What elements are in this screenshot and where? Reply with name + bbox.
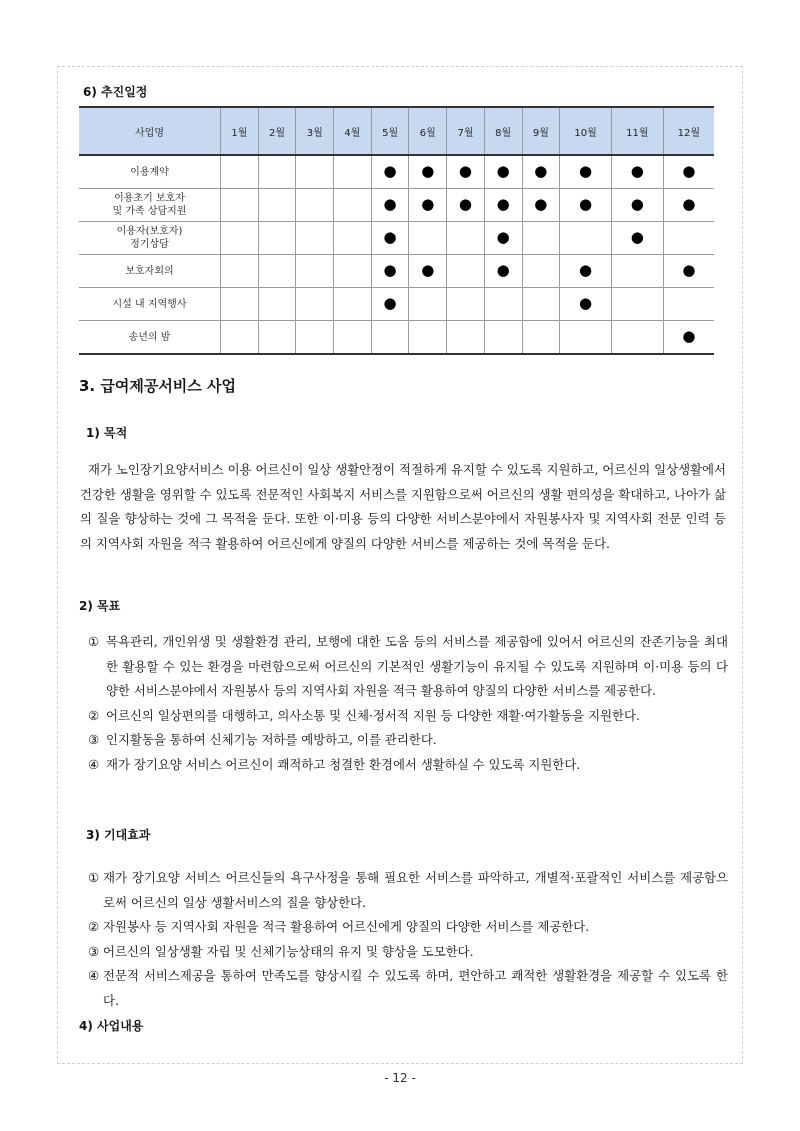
month-cell (611, 189, 663, 222)
month-cell (611, 321, 663, 355)
month-cell (296, 155, 334, 189)
item-text: 어르신의 일상편의를 대행하고, 의사소통 및 신체·정서적 지원 등 다양한 재활·여가활동을 지원한다. (106, 707, 640, 723)
month-header: 2월 (258, 107, 296, 155)
month-cell (484, 321, 522, 355)
month-header: 6월 (409, 107, 447, 155)
list-item (88, 728, 728, 753)
month-header: 11월 (611, 107, 663, 155)
month-cell (484, 155, 522, 189)
month-header: 7월 (447, 107, 485, 155)
month-cell (447, 189, 485, 222)
schedule-mark: ● (682, 326, 696, 345)
month-header: 5월 (371, 107, 409, 155)
schedule-mark: ● (630, 161, 644, 180)
item-number: ② (88, 919, 100, 934)
month-cell (663, 222, 714, 255)
month-cell (522, 189, 560, 222)
month-cell (334, 321, 372, 355)
schedule-row (79, 189, 714, 222)
month-cell (258, 288, 296, 321)
month-header: 9월 (522, 107, 560, 155)
list-item (88, 940, 728, 965)
schedule-mark: ● (579, 194, 593, 213)
month-cell (296, 321, 334, 355)
month-cell (522, 321, 560, 355)
month-cell (258, 255, 296, 288)
month-cell (371, 288, 409, 321)
program-name-line: 이용초기 보호자 (114, 193, 185, 204)
month-cell (334, 155, 372, 189)
schedule-mark: ● (383, 161, 397, 180)
month-cell (296, 288, 334, 321)
list-item (88, 630, 728, 704)
program-name-line: 시설 내 지역행사 (112, 298, 187, 310)
month-cell (484, 222, 522, 255)
month-header: 12월 (663, 107, 714, 155)
month-cell (663, 255, 714, 288)
month-cell (296, 222, 334, 255)
program-name-cell (79, 222, 221, 255)
month-cell (522, 222, 560, 255)
schedule-mark: ● (682, 194, 696, 213)
month-cell (447, 321, 485, 355)
program-name-line: 정기상담 (130, 239, 169, 250)
program-name-line: 송년의 밤 (128, 331, 171, 343)
schedule-mark: ● (458, 194, 473, 213)
month-cell (663, 189, 714, 222)
schedule-mark: ● (682, 161, 696, 180)
content-title: 4) 사업내용 (79, 1019, 144, 1033)
item-number: ④ (88, 756, 100, 772)
item-text: 재가 장기요양 서비스 어르신들의 욕구사정을 통해 필요한 서비스를 파악하고, 개별적·포괄적인 서비스를 제공함으로써 어르신의 일상 생활서비스의 질을 향상한다. (103, 870, 728, 910)
month-cell (371, 321, 409, 355)
schedule-mark: ● (496, 161, 510, 180)
item-number: ③ (88, 943, 100, 959)
month-cell (560, 321, 612, 355)
schedule-mark: ● (496, 194, 510, 213)
program-name-line: 및 가족 상담지원 (112, 206, 187, 217)
month-cell (522, 255, 560, 288)
schedule-table (79, 106, 714, 355)
month-cell (258, 189, 296, 222)
schedule-mark: ● (534, 161, 548, 180)
month-cell (221, 321, 259, 355)
month-cell (560, 222, 612, 255)
schedule-mark: ● (421, 260, 435, 279)
schedule-mark: ● (383, 194, 397, 213)
schedule-row (79, 321, 714, 355)
month-cell (484, 255, 522, 288)
list-item (88, 866, 728, 915)
month-cell (663, 321, 714, 355)
list-item (88, 753, 728, 778)
item-text: 전문적 서비스제공을 통하여 만족도를 향상시킬 수 있도록 하며, 편안하고 쾌적한 생활환경을 제공할 수 있도록 한다. (103, 968, 728, 1008)
schedule-mark: ● (496, 260, 510, 279)
month-cell (221, 189, 259, 222)
effects-list (88, 866, 728, 1013)
list-item (88, 704, 728, 729)
month-header: 1월 (221, 107, 259, 155)
schedule-mark: ● (534, 194, 548, 213)
month-cell (409, 288, 447, 321)
program-name-line: 이용계약 (130, 166, 169, 178)
month-header: 10월 (560, 107, 612, 155)
program-name-cell (79, 189, 221, 222)
month-cell (663, 155, 714, 189)
schedule-mark: ● (630, 194, 644, 213)
schedule-mark: ● (496, 227, 510, 246)
goals-list (88, 630, 728, 777)
month-cell (221, 155, 259, 189)
schedule-mark: ● (579, 260, 593, 279)
month-cell (663, 288, 714, 321)
item-number: ② (88, 707, 100, 723)
month-cell (409, 222, 447, 255)
item-text: 어르신의 일상생활 자립 및 신체기능상태의 유지 및 향상을 도모한다. (103, 943, 474, 959)
month-cell (334, 255, 372, 288)
month-cell (258, 321, 296, 355)
month-cell (611, 155, 663, 189)
effects-title: 3) 기대효과 (86, 828, 151, 842)
month-cell (334, 222, 372, 255)
schedule-mark: ● (630, 227, 644, 246)
month-cell (371, 189, 409, 222)
month-cell (447, 255, 485, 288)
month-cell (484, 288, 522, 321)
month-cell (296, 189, 334, 222)
schedule-row (79, 288, 714, 321)
item-text: 재가 장기요양 서비스 어르신이 쾌적하고 청결한 환경에서 생활하실 수 있도록 지원한다. (106, 756, 581, 772)
goals-title: 2) 목표 (79, 599, 121, 613)
schedule-mark: ● (421, 161, 435, 180)
schedule-mark: ● (383, 227, 397, 246)
month-cell (447, 222, 485, 255)
program-name-cell (79, 288, 221, 321)
schedule-row (79, 222, 714, 255)
month-cell (296, 255, 334, 288)
month-cell (522, 155, 560, 189)
purpose-title: 1) 목적 (86, 426, 128, 440)
month-cell (560, 155, 612, 189)
month-cell (611, 255, 663, 288)
month-cell (447, 288, 485, 321)
month-cell (409, 321, 447, 355)
month-cell (409, 255, 447, 288)
purpose-text: 재가 노인장기요양서비스 이용 어르신이 일상 생활안정이 적절하게 유지할 수 있도록 지원하고, 어르신의 일상생활에서 건강한 생활을 영위할 수 있도록 전문적인 사회복지 서비스를 지원함으로써 어르신의 생활 편의성을 확대하고, 나아가 삶의 질을 향상하는 것에 그 목적을 둔다. 또한 이·미용 등의 다양한 서비스분야에서 자원봉사자 및 지역사회 전문 인력 등의 지역사회 자원을 적극 활용하여 어르신에게 양질의 다양한 서비스를 제공하는 것에 목적을 둔다. (80, 462, 726, 551)
list-item (88, 915, 728, 940)
schedule-body (79, 155, 714, 354)
page-number: - 12 - (384, 1071, 416, 1085)
schedule-mark: ● (421, 194, 435, 213)
program-name-cell (79, 255, 221, 288)
program-name-line: 보호자회의 (125, 265, 174, 277)
month-cell (409, 189, 447, 222)
month-cell (334, 189, 372, 222)
item-number: ① (88, 870, 100, 885)
item-number: ④ (88, 968, 100, 983)
program-name-line: 이용자(보호자) (116, 226, 183, 237)
schedule-row (79, 155, 714, 189)
section3-title: 3. 급여제공서비스 사업 (79, 377, 236, 395)
schedule-mark: ● (579, 293, 593, 312)
month-cell (560, 288, 612, 321)
month-cell (221, 255, 259, 288)
month-cell (221, 222, 259, 255)
program-name-cell (79, 155, 221, 189)
schedule-mark: ● (458, 161, 473, 180)
month-cell (611, 288, 663, 321)
month-cell (409, 155, 447, 189)
month-cell (371, 222, 409, 255)
program-name-cell (79, 321, 221, 355)
schedule-mark: ● (579, 161, 593, 180)
schedule-header-row (79, 107, 714, 155)
item-text: 자원봉사 등 지역사회 자원을 적극 활용하여 어르신에게 양질의 다양한 서비스를 제공한다. (103, 919, 590, 934)
month-cell (447, 155, 485, 189)
month-cell (611, 222, 663, 255)
month-cell (522, 288, 560, 321)
schedule-mark: ● (682, 260, 696, 279)
month-header: 8월 (484, 107, 522, 155)
month-header: 4월 (334, 107, 372, 155)
month-cell (371, 255, 409, 288)
month-cell (334, 288, 372, 321)
list-item (88, 964, 728, 1013)
item-number: ③ (88, 732, 100, 747)
month-cell (484, 189, 522, 222)
schedule-row (79, 255, 714, 288)
month-cell (258, 155, 296, 189)
month-cell (560, 255, 612, 288)
item-number: ① (88, 634, 100, 649)
schedule-title: 6) 추진일정 (83, 85, 148, 99)
month-header: 3월 (296, 107, 334, 155)
item-text: 목욕관리, 개인위생 및 생활환경 관리, 보행에 대한 도움 등의 서비스를 제공함에 있어서 어르신의 잔존기능을 최대한 활용할 수 있는 환경을 마련함으로써 어르신의 기본적인 생활기능이 유지될 수 있도록 지원하며 이·미용 등의 다양한 서비스분야에서 자원봉사 등의 지역사회 자원을 적극 활용하여 양질의 다양한 서비스를 제공한다. (106, 634, 728, 698)
month-cell (258, 222, 296, 255)
schedule-mark: ● (383, 293, 397, 312)
month-cell (560, 189, 612, 222)
month-cell (221, 288, 259, 321)
header-name-cell: 사업명 (79, 107, 221, 155)
item-text: 인지활동을 통하여 신체기능 저하를 예방하고, 이를 관리한다. (106, 732, 437, 747)
month-cell (371, 155, 409, 189)
schedule-mark: ● (383, 260, 397, 279)
